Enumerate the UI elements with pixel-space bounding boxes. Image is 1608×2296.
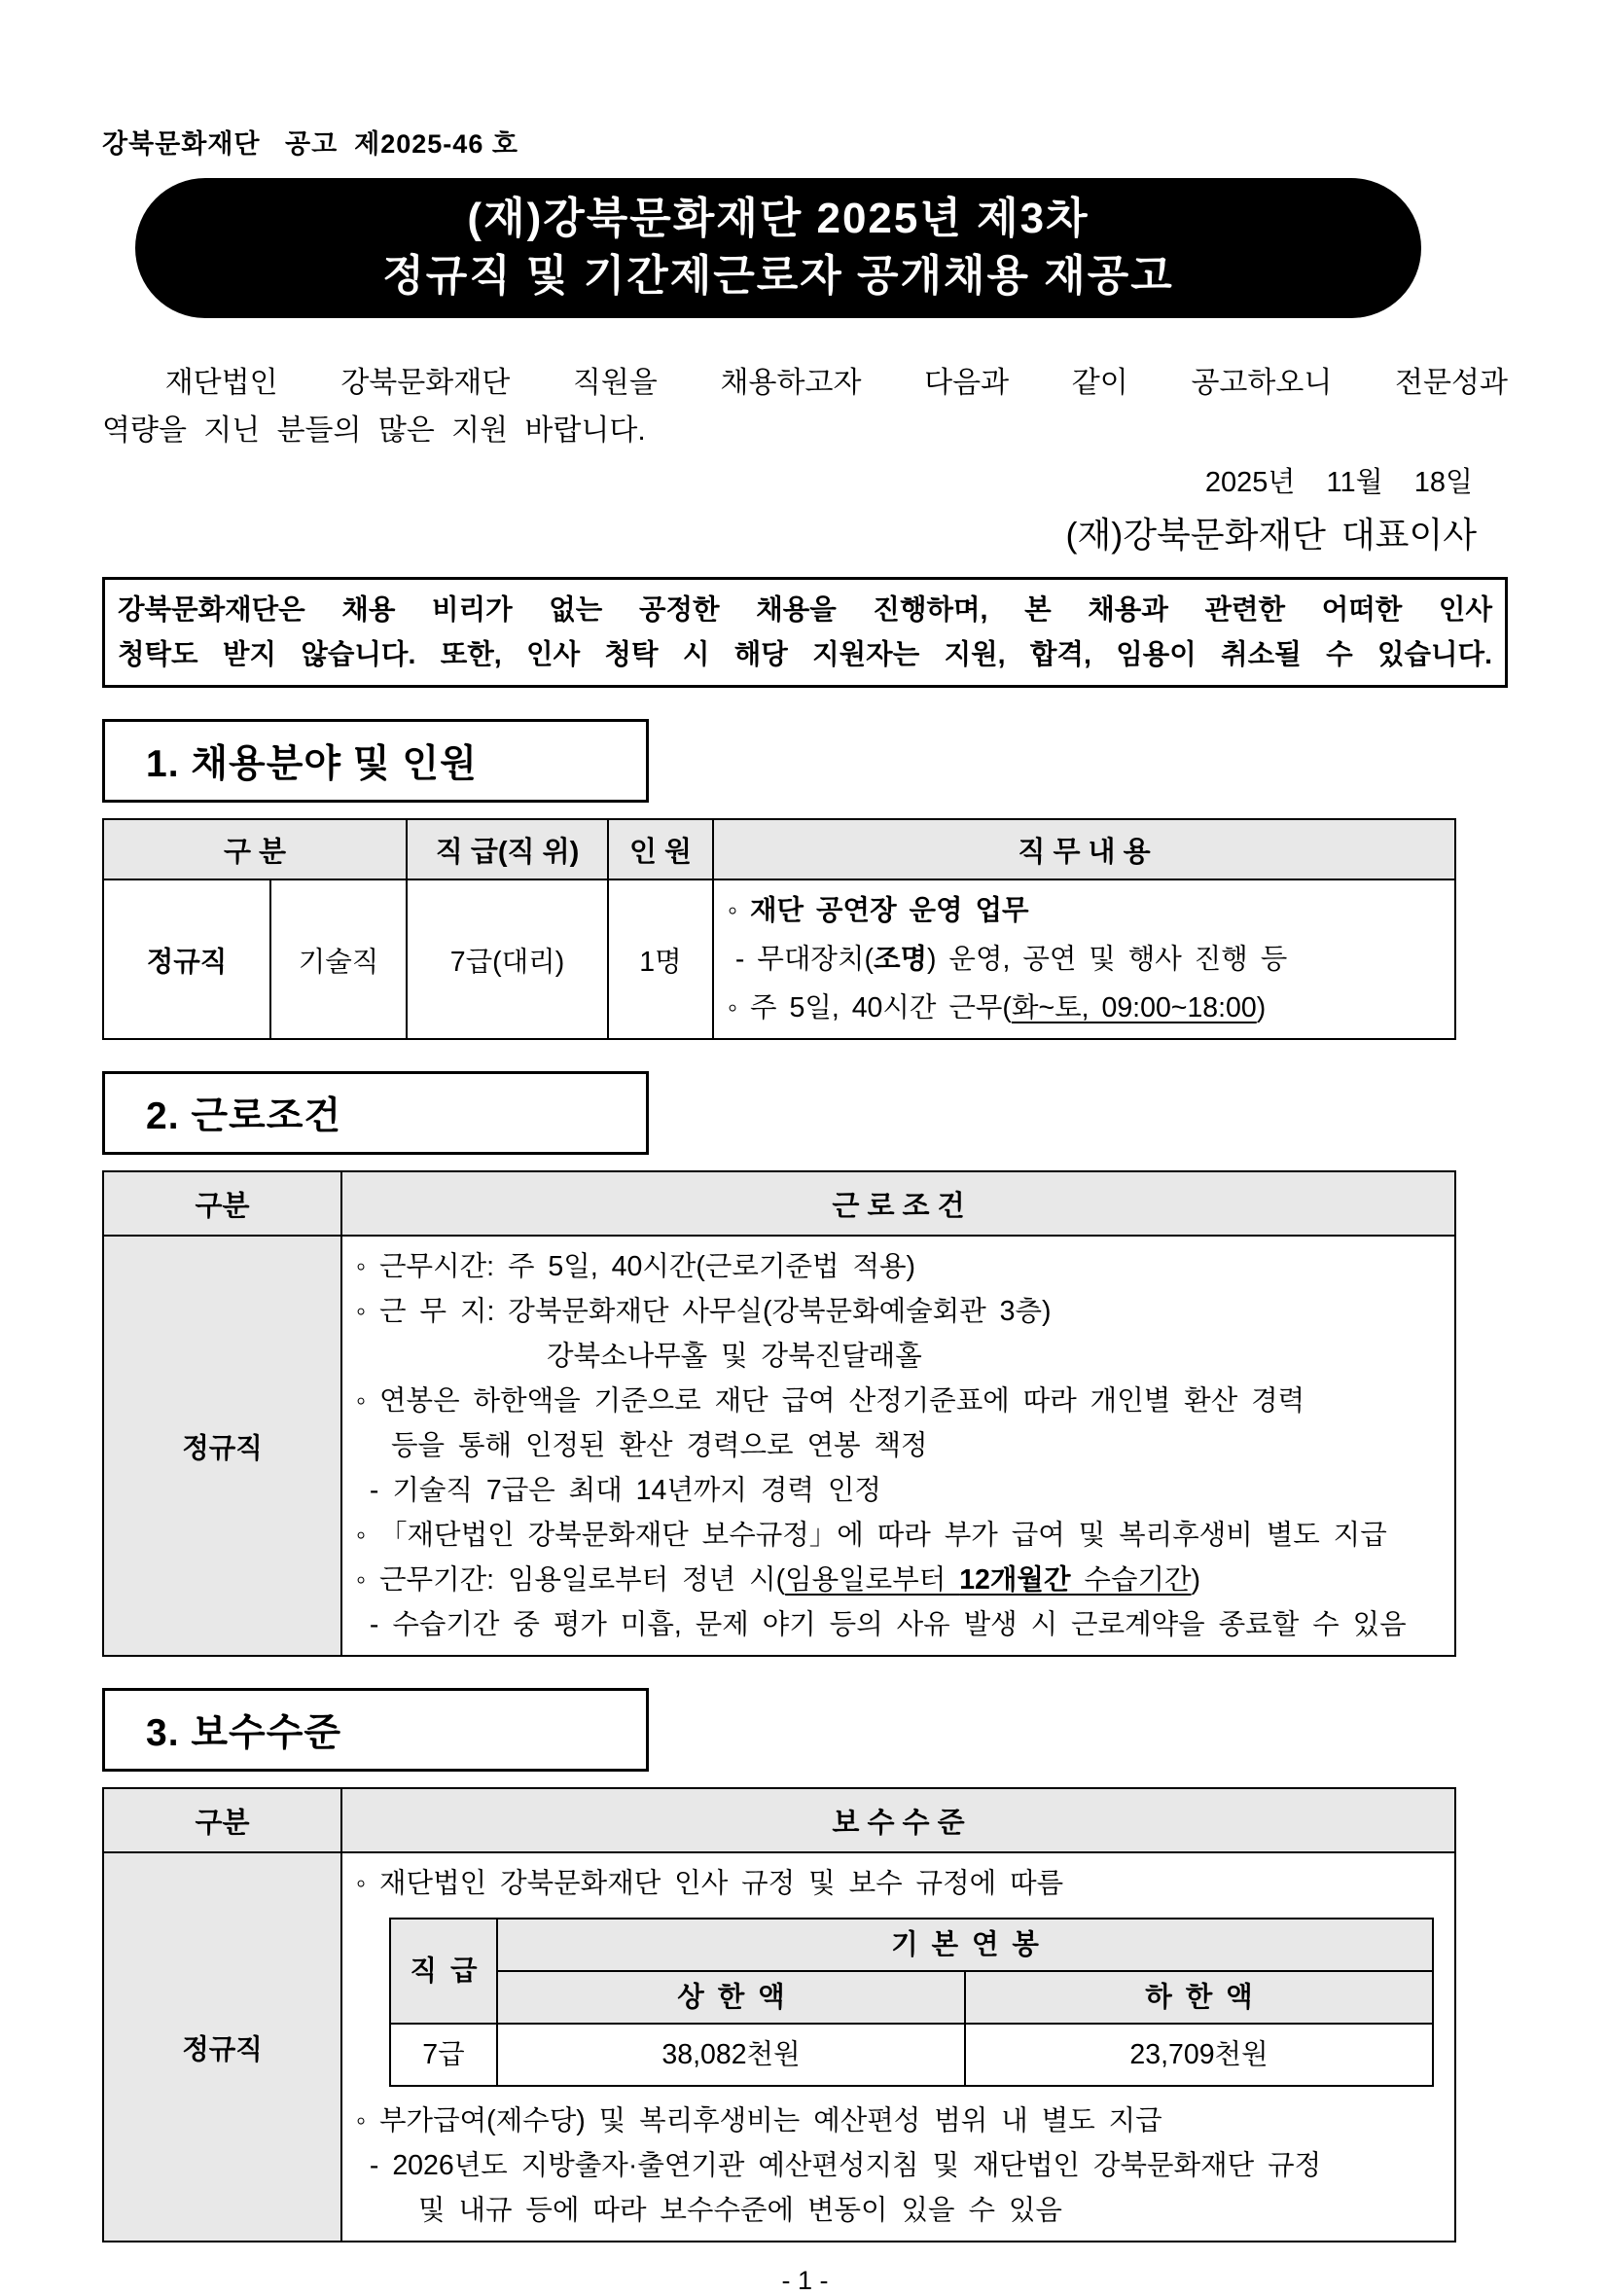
notice-line-2: 청탁도 받지 않습니다. 또한, 인사 청탁 시 해당 지원자는 지원, 합격, 임용이 취소될 수 있습니다. xyxy=(118,639,1492,670)
duty-line-3 xyxy=(728,984,1445,1032)
title-banner xyxy=(135,178,1421,318)
work-conditions-table xyxy=(102,1170,1456,1657)
cond-line-8-u1: 임용일로부터 xyxy=(785,1564,960,1596)
cond-line-8-post: ) xyxy=(1191,1564,1201,1596)
salary-table xyxy=(389,1918,1434,2087)
cond-line-5: 등을 통해 인정된 환산 경력으로 연봉 책정 xyxy=(391,1430,928,1461)
work-conditions-row xyxy=(103,1236,1455,1656)
cond-line-1: ◦ 근무시간: 주 5일, 40시간(근로기준법 적용) xyxy=(356,1251,916,1282)
header-max: 상 한 액 xyxy=(497,1971,965,2024)
announcement-date: 2025년 11월 18일 xyxy=(1204,467,1473,498)
intro-paragraph xyxy=(102,359,1508,454)
cell-rank: 7급 xyxy=(390,2024,497,2086)
pay-line-1: ◦ 재단법인 강북문화재단 인사 규정 및 보수 규정에 따름 xyxy=(356,1868,1064,1899)
cond-line-8-u2: 수습기간 xyxy=(1070,1564,1192,1596)
salary-header-row-2 xyxy=(390,1971,1433,2024)
cell-max-salary: 38,082천원 xyxy=(497,2024,965,2086)
cond-line-9: - 수습기간 중 평가 미흡, 문제 야기 등의 사유 발생 시 근로계약을 종료할 수 있음 xyxy=(356,1609,1407,1640)
recruitment-table-header-row xyxy=(103,819,1455,879)
duty-line-3-pre: ◦ 주 5일, 40시간 근무( xyxy=(728,992,1012,1023)
cell-employment-type: 정규직 xyxy=(103,1852,341,2242)
section-3-heading: 3. 보수수준 xyxy=(102,1688,649,1772)
duty-line-3-underline: 화~토, 09:00~18:00 xyxy=(1011,992,1257,1023)
recruitment-table-row xyxy=(103,879,1455,1039)
cell-job-field: 기술직 xyxy=(270,879,407,1039)
pay-line-2: ◦ 부가급여(제수당) 및 복리후생비는 예산편성 범위 내 별도 지급 xyxy=(356,2105,1162,2136)
page-number: - 1 - xyxy=(781,2266,829,2295)
duty-line-2-bold: 조명 xyxy=(873,944,928,975)
cell-pay-details xyxy=(341,1852,1455,2242)
duty-line-2-post: ) 운영, 공연 및 행사 진행 등 xyxy=(927,944,1288,975)
salary-data-row xyxy=(390,2024,1433,2086)
signer: (재)강북문화재단 대표이사 xyxy=(1065,515,1477,555)
work-conditions-header-row xyxy=(103,1171,1455,1236)
cell-min-salary: 23,709천원 xyxy=(965,2024,1433,2086)
cond-line-3: 강북소나무홀 및 강북진달래홀 xyxy=(547,1341,922,1372)
cell-headcount: 1명 xyxy=(608,879,713,1039)
fair-hiring-notice-box xyxy=(102,577,1508,688)
header-conditions: 근 로 조 건 xyxy=(341,1171,1455,1236)
recruitment-table xyxy=(102,818,1456,1040)
cond-line-7: ◦ 「재단법인 강북문화재단 보수규정」에 따라 부가 급여 및 복리후생비 별도 지급 xyxy=(356,1520,1387,1551)
notice-line-1: 강북문화재단은 채용 비리가 없는 공정한 채용을 진행하며, 본 채용과 관련한 어떠한 인사 xyxy=(118,594,1492,626)
pay-line-3: - 2026년도 지방출자·출연기관 예산편성지침 및 재단법인 강북문화재단 규정 xyxy=(356,2150,1322,2181)
cond-line-6: - 기술직 7급은 최대 14년까지 경력 인정 xyxy=(356,1475,881,1506)
header-rank: 직 급 xyxy=(390,1919,497,2024)
duty-line-1: ◦ 재단 공연장 운영 업무 xyxy=(728,895,1029,926)
pay-level-table xyxy=(102,1787,1456,2242)
header-gubun: 구 분 xyxy=(103,819,407,879)
section-1-heading: 1. 채용분야 및 인원 xyxy=(102,719,649,803)
header-pay: 보 수 수 준 xyxy=(341,1788,1455,1852)
header-min: 하 한 액 xyxy=(965,1971,1433,2024)
title-line-2: 정규직 및 기간제근로자 공개채용 재공고 xyxy=(382,252,1174,300)
cell-rank: 7급(대리) xyxy=(407,879,608,1039)
header-base-salary: 기 본 연 봉 xyxy=(497,1919,1433,1971)
header-gubun: 구분 xyxy=(103,1788,341,1852)
duty-line-2 xyxy=(728,935,1445,984)
pay-level-row xyxy=(103,1852,1455,2242)
cond-line-8-bold: 12개월간 xyxy=(959,1564,1071,1596)
duty-line-2-pre: - 무대장치( xyxy=(728,944,874,975)
duty-line-3-post: ) xyxy=(1256,992,1267,1023)
cond-line-8 xyxy=(356,1558,1447,1602)
pay-level-header-row xyxy=(103,1788,1455,1852)
cell-conditions xyxy=(341,1236,1455,1656)
section-2-heading: 2. 근로조건 xyxy=(102,1071,649,1155)
document-number: 강북문화재단 공고 제2025-46 호 xyxy=(102,129,518,159)
cond-line-4: ◦ 연봉은 하한액을 기준으로 재단 급여 산정기준표에 따라 개인별 환산 경력 xyxy=(356,1385,1305,1417)
cond-line-2: ◦ 근 무 지: 강북문화재단 사무실(강북문화예술회관 3층) xyxy=(356,1296,1052,1327)
header-gubun: 구분 xyxy=(103,1171,341,1236)
header-rank: 직 급(직 위) xyxy=(407,819,608,879)
cell-duties xyxy=(713,879,1455,1039)
cond-line-8-pre: ◦ 근무기간: 임용일로부터 정년 시( xyxy=(356,1564,786,1596)
salary-header-row-1 xyxy=(390,1919,1433,1971)
cond-line-8-underline xyxy=(785,1564,1191,1596)
cell-employment-type: 정규직 xyxy=(103,1236,341,1656)
header-duty: 직 무 내 용 xyxy=(713,819,1455,879)
pay-line-4: 및 내규 등에 따라 보수수준에 변동이 있을 수 있음 xyxy=(418,2195,1062,2226)
intro-line-1: 재단법인 강북문화재단 직원을 채용하고자 다음과 같이 공고하오니 전문성과 xyxy=(102,367,1508,399)
header-count: 인 원 xyxy=(608,819,713,879)
intro-line-2: 역량을 지닌 분들의 많은 지원 바랍니다. xyxy=(102,414,646,447)
title-line-1: (재)강북문화재단 2025년 제3차 xyxy=(467,195,1090,242)
cell-employment-type: 정규직 xyxy=(103,879,270,1039)
